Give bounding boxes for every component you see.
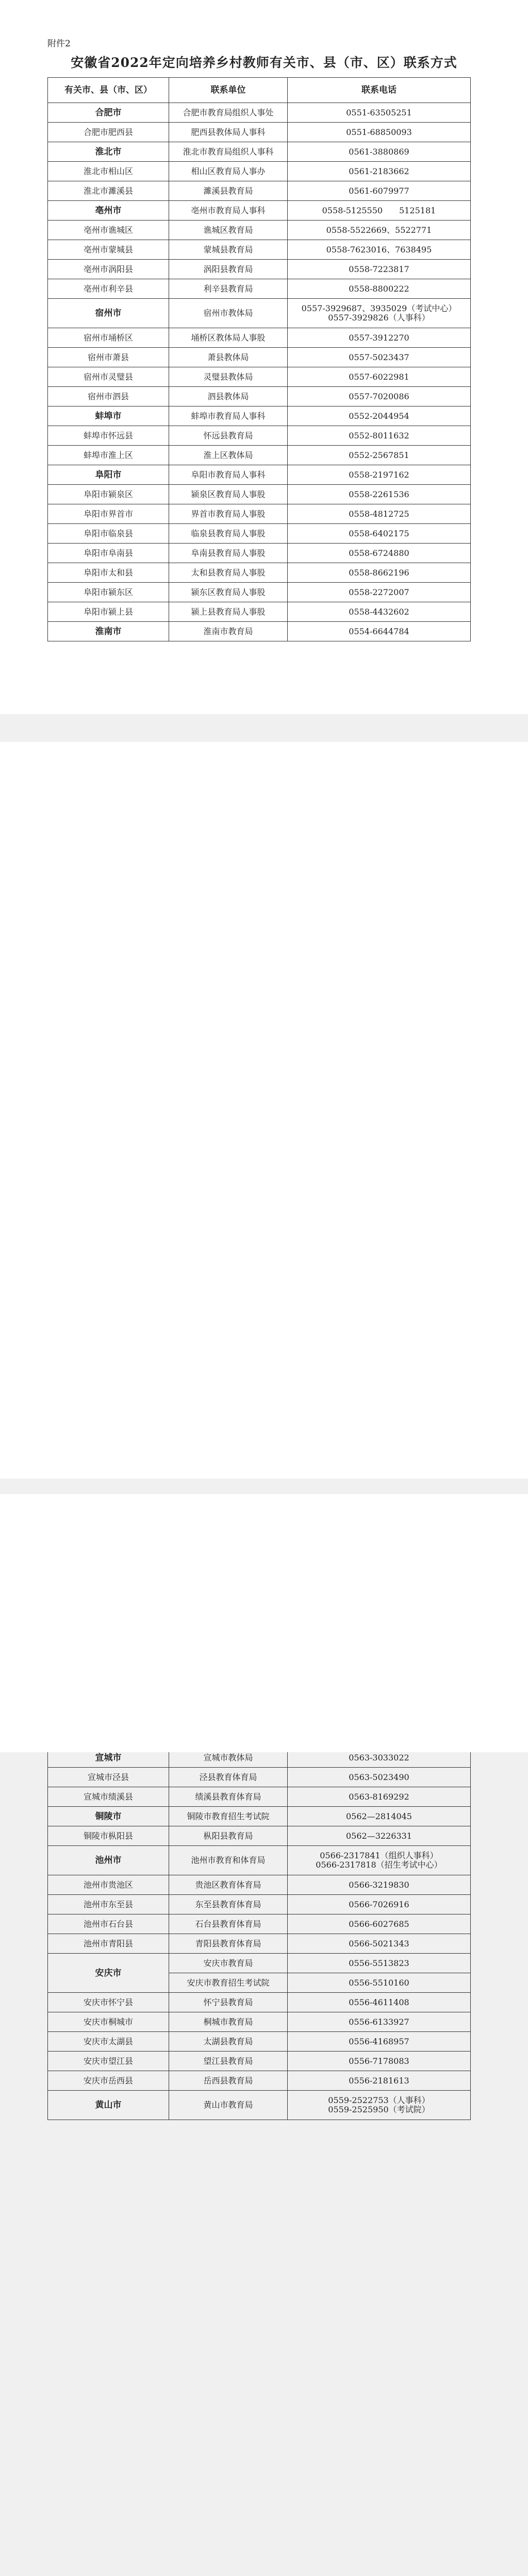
phone-cell: 0556-5513823 [288, 1954, 471, 1973]
phone-cell: 0561-3880869 [288, 142, 471, 162]
unit-cell: 黄山市教育局 [169, 2091, 288, 2120]
phone-cell: 0566-6027685 [288, 1914, 471, 1934]
phone-cell: 0556-7178083 [288, 2052, 471, 2071]
table-row [48, 465, 471, 485]
unit-cell: 涡阳县教育局 [169, 260, 288, 279]
document-page-1 [0, 0, 528, 714]
unit-cell: 东至县教育体育局 [169, 1895, 288, 1914]
document-title: 安徽省2022年定向培养乡村教师有关市、县（市、区）联系方式 [71, 55, 457, 70]
column-header-phone: 联系电话 [288, 78, 471, 103]
table-row [48, 544, 471, 563]
unit-cell: 太湖县教育局 [169, 2032, 288, 2052]
region-cell: 铜陵市 [48, 1807, 169, 1826]
region-cell: 安庆市怀宁县 [48, 1993, 169, 2012]
phone-cell: 0558-4432602 [288, 602, 471, 622]
region-cell: 亳州市蒙城县 [48, 240, 169, 260]
phone-cell: 0558-5522669、5522771 [288, 221, 471, 240]
table-row [48, 406, 471, 426]
phone-line-1: 0557-3929687、3935029（考试中心） [301, 303, 457, 313]
unit-cell: 怀远县教育局 [169, 426, 288, 446]
phone-cell [288, 2091, 471, 2120]
region-cell: 宣城市泾县 [48, 1768, 169, 1787]
table-row [48, 142, 471, 162]
unit-cell: 青阳县教育体育局 [169, 1934, 288, 1954]
table-row [48, 1826, 471, 1846]
unit-cell: 萧县教体局 [169, 348, 288, 367]
region-cell: 阜阳市界首市 [48, 504, 169, 524]
region-cell: 合肥市肥西县 [48, 123, 169, 142]
unit-cell: 埇桥区教体局人事股 [169, 328, 288, 348]
unit-cell: 颍泉区教育局人事股 [169, 485, 288, 504]
phone-cell: 0558-5125550 5125181 [288, 201, 471, 221]
region-cell: 淮北市濉溪县 [48, 181, 169, 201]
contacts-table-page-1 [47, 77, 471, 641]
phone-cell: 0557-6022981 [288, 367, 471, 387]
table-row [48, 123, 471, 142]
region-cell: 阜阳市颍泉区 [48, 485, 169, 504]
region-cell: 宿州市萧县 [48, 348, 169, 367]
unit-cell: 蚌埠市教育局人事科 [169, 406, 288, 426]
unit-cell: 淮北市教育局组织人事科 [169, 142, 288, 162]
unit-cell: 泗县教体局 [169, 387, 288, 406]
phone-cell: 0558-8800222 [288, 279, 471, 299]
unit-cell: 蒙城县教育局 [169, 240, 288, 260]
region-cell: 亳州市涡阳县 [48, 260, 169, 279]
region-cell: 蚌埠市怀远县 [48, 426, 169, 446]
phone-cell: 0558-8662196 [288, 563, 471, 583]
phone-cell: 0558-7623016、7638495 [288, 240, 471, 260]
table-row [48, 181, 471, 201]
phone-cell: 0552-2044954 [288, 406, 471, 426]
phone-cell: 0563-8169292 [288, 1787, 471, 1807]
phone-cell: 0556-6133927 [288, 2012, 471, 2032]
region-cell: 池州市东至县 [48, 1895, 169, 1914]
phone-cell: 0558-6402175 [288, 524, 471, 544]
region-cell: 宣城市绩溪县 [48, 1787, 169, 1807]
unit-cell: 安庆市教育招生考试院 [169, 1973, 288, 1993]
region-cell: 亳州市谯城区 [48, 221, 169, 240]
region-cell: 亳州市利辛县 [48, 279, 169, 299]
phone-cell: 0562—2814045 [288, 1807, 471, 1826]
table-row [48, 328, 471, 348]
unit-cell: 铜陵市教育招生考试院 [169, 1807, 288, 1826]
region-cell: 阜阳市阜南县 [48, 544, 169, 563]
phone-line-1: 0566-2317841（组织人事科） [320, 1851, 438, 1860]
unit-cell: 绩溪县教育体育局 [169, 1787, 288, 1807]
table-row [48, 348, 471, 367]
table-row [48, 201, 471, 221]
phone-line-2: 0557-3929826（人事科） [328, 313, 430, 323]
unit-cell: 濉溪县教育局 [169, 181, 288, 201]
phone-cell: 0551-68850093 [288, 123, 471, 142]
unit-cell: 肥西县教体局人事科 [169, 123, 288, 142]
region-cell: 安庆市太湖县 [48, 2032, 169, 2052]
unit-cell: 谯城区教育局 [169, 221, 288, 240]
region-cell: 安庆市桐城市 [48, 2012, 169, 2032]
phone-cell [288, 1846, 471, 1875]
table-row [48, 1954, 471, 1973]
table-row [48, 260, 471, 279]
phone-cell [288, 299, 471, 328]
phone-cell: 0558-2272007 [288, 583, 471, 602]
unit-cell: 利辛县教育局 [169, 279, 288, 299]
region-cell: 淮北市相山区 [48, 162, 169, 181]
phone-cell: 0556-2181613 [288, 2071, 471, 2091]
region-cell: 宿州市埇桥区 [48, 328, 169, 348]
phone-cell: 0556-5510160 [288, 1973, 471, 1993]
table-row [48, 602, 471, 622]
phone-cell: 0552-8011632 [288, 426, 471, 446]
table-row [48, 2071, 471, 2091]
region-cell: 亳州市 [48, 201, 169, 221]
unit-cell: 宿州市教体局 [169, 299, 288, 328]
table-row [48, 2012, 471, 2032]
table-row [48, 2091, 471, 2120]
unit-cell: 安庆市教育局 [169, 1954, 288, 1973]
phone-cell: 0557-7020086 [288, 387, 471, 406]
unit-cell: 阜南县教育局人事股 [169, 544, 288, 563]
phone-cell: 0566-5021343 [288, 1934, 471, 1954]
phone-cell: 0557-5023437 [288, 348, 471, 367]
unit-cell: 淮上区教体局 [169, 446, 288, 465]
region-cell: 安庆市 [48, 1954, 169, 1993]
unit-cell: 石台县教育体育局 [169, 1914, 288, 1934]
unit-cell: 贵池区教育体育局 [169, 1875, 288, 1895]
region-cell: 池州市石台县 [48, 1914, 169, 1934]
unit-cell: 池州市教育和体育局 [169, 1846, 288, 1875]
phone-line-2: 0566-2317818（招生考试中心） [316, 1860, 442, 1870]
region-cell: 淮南市 [48, 622, 169, 641]
region-cell: 安庆市望江县 [48, 2052, 169, 2071]
region-cell: 宿州市泗县 [48, 387, 169, 406]
phone-cell: 0558-4812725 [288, 504, 471, 524]
unit-cell: 宣城市教体局 [169, 1748, 288, 1768]
table-row [48, 103, 471, 123]
unit-cell: 泾县教育体育局 [169, 1768, 288, 1787]
unit-cell: 怀宁县教育局 [169, 1993, 288, 2012]
phone-line-1: 0559-2522753（人事科） [328, 2095, 430, 2105]
unit-cell: 颍上县教育局人事股 [169, 602, 288, 622]
phone-cell: 0558-2261536 [288, 485, 471, 504]
region-cell: 宣城市 [48, 1748, 169, 1768]
phone-cell: 0566-3219830 [288, 1875, 471, 1895]
table-row [48, 1807, 471, 1826]
table-row [48, 622, 471, 641]
table-row [48, 504, 471, 524]
table-row [48, 240, 471, 260]
region-cell: 宿州市灵璧县 [48, 367, 169, 387]
region-cell: 阜阳市临泉县 [48, 524, 169, 544]
region-cell: 池州市贵池区 [48, 1875, 169, 1895]
phone-cell: 0558-2197162 [288, 465, 471, 485]
table-row [48, 1768, 471, 1787]
phone-cell: 0556-4168957 [288, 2032, 471, 2052]
phone-cell: 0557-3912270 [288, 328, 471, 348]
table-row [48, 1895, 471, 1914]
region-cell: 淮北市 [48, 142, 169, 162]
unit-cell: 太和县教育局人事股 [169, 563, 288, 583]
table-row [48, 583, 471, 602]
table-row [48, 1875, 471, 1895]
phone-cell: 0552-2567851 [288, 446, 471, 465]
region-cell: 宿州市 [48, 299, 169, 328]
table-row [48, 2032, 471, 2052]
document-page-3 [0, 1494, 528, 1752]
phone-line-2: 0559-2525950（考试院） [328, 2105, 430, 2114]
table-row [48, 2052, 471, 2071]
unit-cell: 界首市教育局人事股 [169, 504, 288, 524]
region-cell: 黄山市 [48, 2091, 169, 2120]
phone-cell: 0566-7026916 [288, 1895, 471, 1914]
document-page-2 [0, 742, 528, 2114]
attachment-label: 附件2 [47, 39, 71, 49]
phone-cell: 0556-4611408 [288, 1993, 471, 2012]
table-row [48, 299, 471, 328]
region-cell: 蚌埠市 [48, 406, 169, 426]
table-row [48, 563, 471, 583]
region-cell: 铜陵市枞阳县 [48, 1826, 169, 1846]
table-row [48, 426, 471, 446]
phone-cell: 0561-2183662 [288, 162, 471, 181]
table-row [48, 1934, 471, 1954]
unit-cell: 相山区教育局人事办 [169, 162, 288, 181]
unit-cell: 合肥市教育局组织人事处 [169, 103, 288, 123]
table-row [48, 367, 471, 387]
phone-cell: 0551-63505251 [288, 103, 471, 123]
phone-cell: 0561-6079977 [288, 181, 471, 201]
table-row [48, 1914, 471, 1934]
table-row [48, 387, 471, 406]
table-body-page-1 [48, 103, 471, 641]
phone-cell: 0563-5023490 [288, 1768, 471, 1787]
phone-cell: 0563-3033022 [288, 1748, 471, 1768]
phone-cell: 0558-7223817 [288, 260, 471, 279]
table-row [48, 524, 471, 544]
unit-cell: 望江县教育局 [169, 2052, 288, 2071]
region-cell: 安庆市岳西县 [48, 2071, 169, 2091]
unit-cell: 灵璧县教体局 [169, 367, 288, 387]
phone-cell: 0554-6644784 [288, 622, 471, 641]
table-row [48, 446, 471, 465]
unit-cell: 桐城市教育局 [169, 2012, 288, 2032]
table-row [48, 485, 471, 504]
table-row [48, 1846, 471, 1875]
table-row [48, 1993, 471, 2012]
region-cell: 阜阳市太和县 [48, 563, 169, 583]
region-cell: 蚌埠市淮上区 [48, 446, 169, 465]
region-cell: 阜阳市颍上县 [48, 602, 169, 622]
unit-cell: 阜阳市教育局人事科 [169, 465, 288, 485]
table-row [48, 279, 471, 299]
region-cell: 合肥市 [48, 103, 169, 123]
unit-cell: 颍东区教育局人事股 [169, 583, 288, 602]
table-header-row [48, 78, 471, 103]
table-row [48, 162, 471, 181]
region-cell: 阜阳市 [48, 465, 169, 485]
phone-cell: 0558-6724880 [288, 544, 471, 563]
region-cell: 池州市 [48, 1846, 169, 1875]
unit-cell: 淮南市教育局 [169, 622, 288, 641]
unit-cell: 临泉县教育局人事股 [169, 524, 288, 544]
unit-cell: 岳西县教育局 [169, 2071, 288, 2091]
region-cell: 池州市青阳县 [48, 1934, 169, 1954]
table-row [48, 1787, 471, 1807]
column-header-unit: 联系单位 [169, 78, 288, 103]
unit-cell: 枞阳县教育局 [169, 1826, 288, 1846]
phone-cell: 0562—3226331 [288, 1826, 471, 1846]
region-cell: 阜阳市颍东区 [48, 583, 169, 602]
unit-cell: 亳州市教育局人事科 [169, 201, 288, 221]
column-header-region: 有关市、县（市、区） [48, 78, 169, 103]
table-row [48, 221, 471, 240]
